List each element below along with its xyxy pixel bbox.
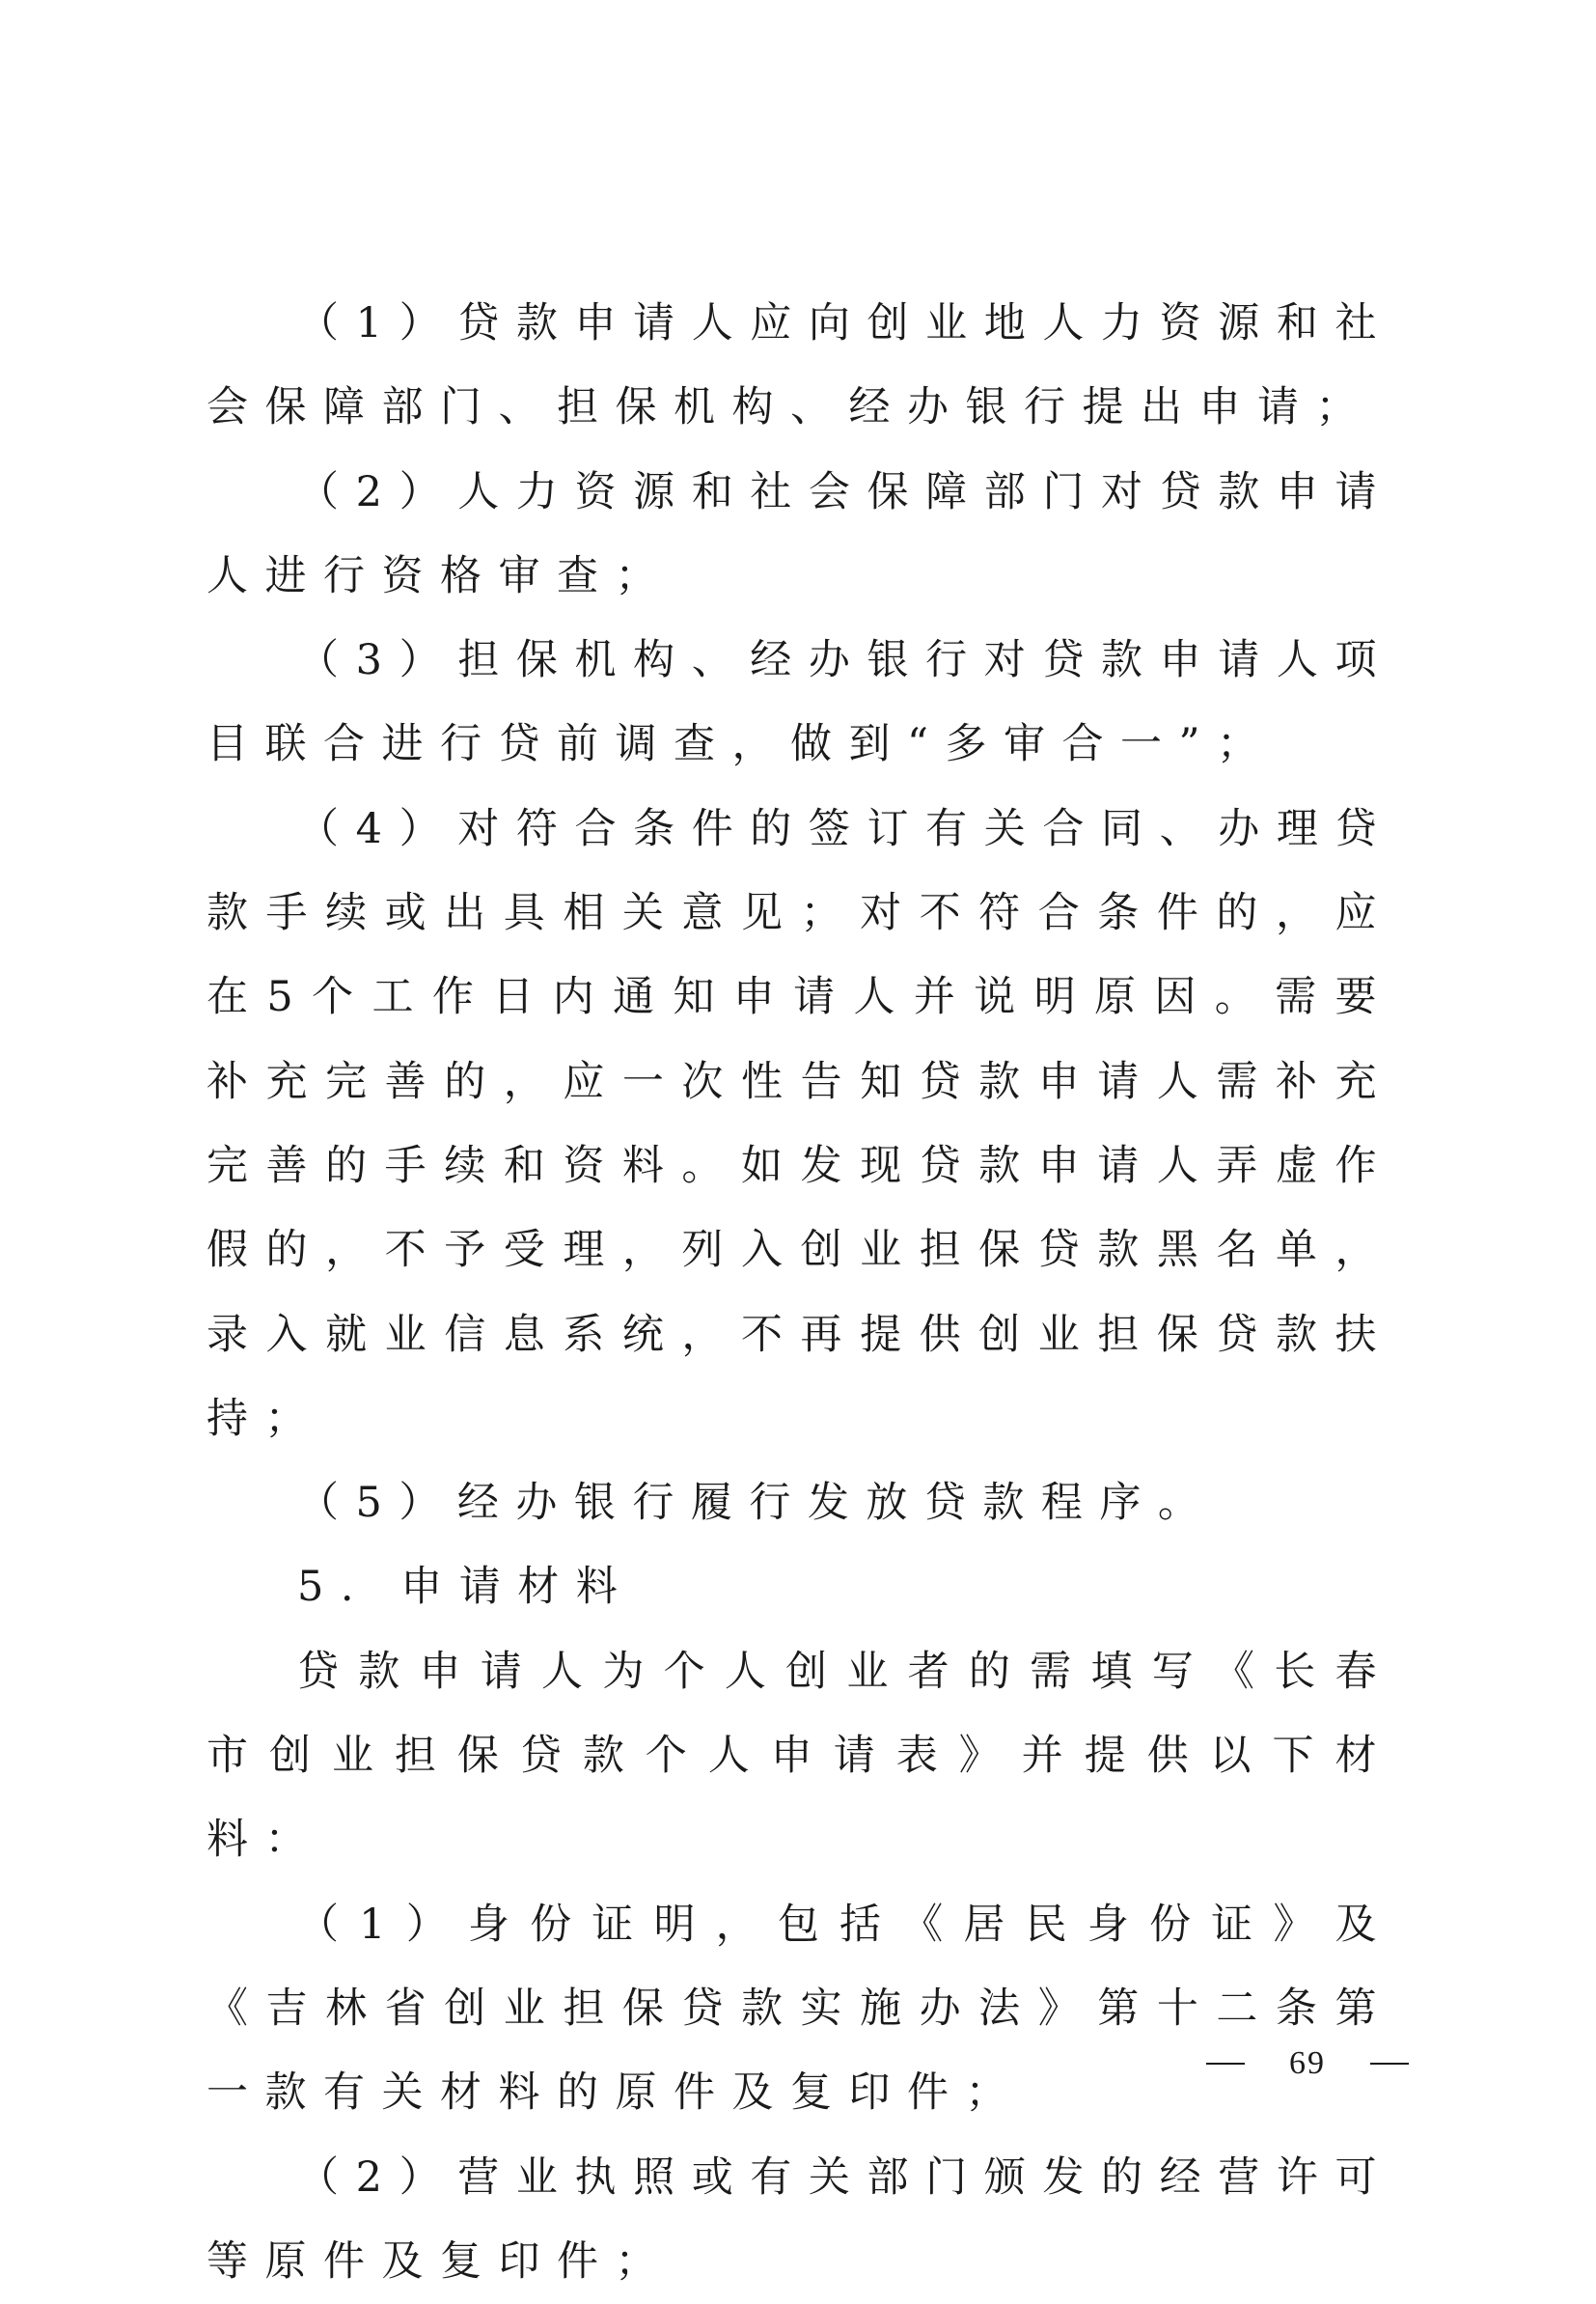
paragraph-step-1: （1）贷款申请人应向创业地人力资源和社会保障部门、担保机构、经办银行提出申请； — [206, 299, 1393, 432]
page-number: 69 — [1289, 2045, 1326, 2081]
footer-dash-left — [1206, 2063, 1245, 2065]
paragraph-step-3: （3）担保机构、经办银行对贷款申请人项目联合进行贷前调查，做到“多审合一”； — [206, 636, 1393, 769]
paragraph-materials-intro: 贷款申请人为个人创业者的需填写《长春市创业担保贷款个人申请表》并提供以下材料： — [206, 1647, 1393, 1865]
section-heading-application-materials: 5. 申请材料 — [297, 1563, 635, 1612]
paragraph-step-5: （5）经办银行履行发放贷款程序。 — [297, 1479, 1217, 1528]
document-body — [206, 282, 1393, 2304]
paragraph-material-1: （1）身份证明，包括《居民身份证》及《吉林省创业担保贷款实施办法》第十二条第一款有关材料的原件及复印件； — [206, 1900, 1393, 2118]
paragraph-step-2: （2）人力资源和社会保障部门对贷款申请人进行资格审查； — [206, 467, 1393, 600]
paragraph-step-4: （4）对符合条件的签订有关合同、办理贷款手续或出具相关意见；对不符合条件的，应在5个工作日内通知申请人并说明原因。需要补充完善的，应一次性告知贷款申请人需补充完善的手续和资料。如发现贷款申请人弄虚作假的，不予受理，列入创业担保贷款黑名单，录入就业信息系统，不再提供创业担保贷款扶持； — [206, 804, 1393, 1443]
page-footer — [1206, 2044, 1409, 2083]
footer-dash-right — [1370, 2063, 1409, 2065]
paragraph-material-2: （2）营业执照或有关部门颁发的经营许可等原件及复印件； — [206, 2152, 1393, 2286]
